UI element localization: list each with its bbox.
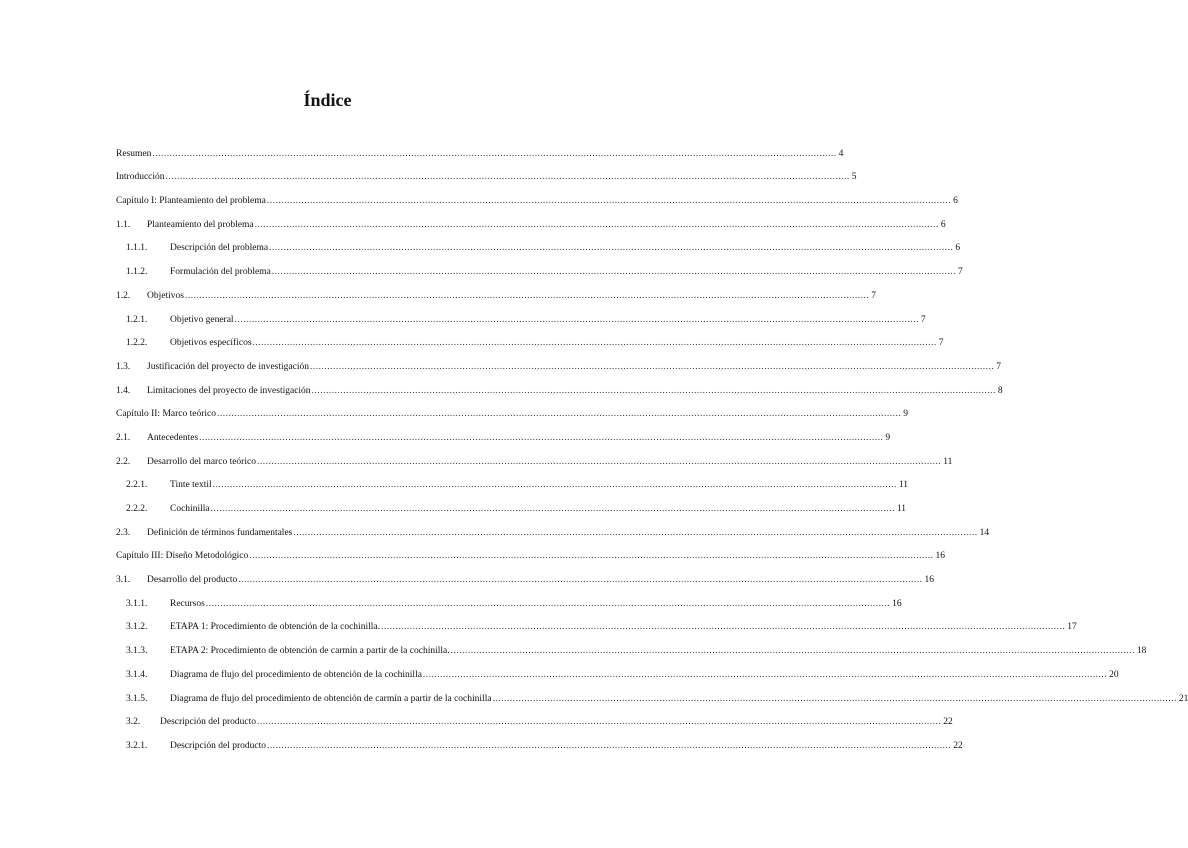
- toc-entry-title: Justificación del proyecto de investigación: [147, 361, 309, 372]
- toc-entry[interactable]: [116, 515, 990, 539]
- toc-entry[interactable]: [116, 657, 1119, 681]
- toc-entry[interactable]: [116, 349, 1001, 373]
- toc-dot-leader: ..............................................................................................................................................................................................................................................: [492, 693, 1177, 704]
- toc-entry-number: 2.1.: [116, 432, 131, 443]
- toc-entry-number: 1.1.2.: [126, 267, 148, 278]
- toc-entry-title: Limitaciones del proyecto de investigación: [147, 385, 311, 396]
- toc-entry-title: Cochinilla: [170, 504, 210, 514]
- toc-entry[interactable]: [116, 444, 953, 468]
- toc-entry-number: 2.2.2.: [126, 504, 148, 514]
- toc-entry-number: 2.2.: [116, 456, 131, 467]
- toc-entry-number: 3.2.: [126, 717, 141, 728]
- toc-entry-page: 6: [940, 219, 946, 230]
- toc-entry-title: ETAPA 1: Procedimiento de obtención de la cochinilla.: [170, 622, 380, 633]
- toc-entry-number: 1.4.: [116, 385, 131, 396]
- toc-entry-title: Descripción del problema: [170, 243, 269, 254]
- toc-entry-title: Objetivos específicos: [170, 338, 252, 349]
- toc-entry-page: 4: [838, 148, 844, 159]
- toc-entry-page: 11: [943, 456, 953, 467]
- toc-dot-leader: ..............................................................................................................................................................................................................................................: [249, 551, 934, 562]
- toc-dot-leader: ..............................................................................................................................................................................................................................................: [256, 456, 942, 467]
- toc-entry[interactable]: [116, 610, 1077, 634]
- toc-entry[interactable]: [116, 539, 945, 563]
- toc-entry[interactable]: [116, 160, 857, 184]
- table-of-contents: [116, 136, 1188, 752]
- toc-entry-number: 3.1.: [116, 575, 131, 586]
- toc-entry[interactable]: [116, 254, 963, 278]
- toc-entry-number: 1.1.: [116, 219, 131, 230]
- toc-entry-number: 1.2.1.: [126, 314, 148, 325]
- toc-dot-leader: ..............................................................................................................................................................................................................................................: [184, 290, 870, 301]
- toc-dot-leader: ..............................................................................................................................................................................................................................................: [210, 504, 895, 514]
- toc-entry-page: 8: [997, 385, 1003, 396]
- toc-entry[interactable]: [116, 183, 958, 207]
- toc-entry-title: Recursos: [170, 598, 205, 609]
- toc-entry-number: 3.1.4.: [126, 669, 148, 680]
- toc-entry-number: 1.3.: [116, 361, 131, 372]
- toc-entry-title: Antecedentes: [147, 432, 199, 443]
- toc-entry-title: Objetivos: [147, 290, 184, 301]
- toc-dot-leader: ..............................................................................................................................................................................................................................................: [257, 717, 942, 728]
- toc-entry-title: Descripción del producto: [160, 717, 257, 728]
- toc-entry-title: Diagrama de flujo del procedimiento de obtención de la cochinilla: [170, 669, 422, 680]
- toc-entry-page: 20: [1109, 669, 1119, 680]
- toc-entry-number: 3.2.1.: [126, 740, 148, 751]
- toc-entry[interactable]: [116, 373, 1003, 397]
- toc-entry[interactable]: [116, 231, 961, 255]
- toc-dot-leader: ..............................................................................................................................................................................................................................................: [212, 480, 897, 491]
- toc-entry[interactable]: [116, 326, 944, 350]
- toc-entry-page: 7: [871, 290, 876, 301]
- toc-dot-leader: ..............................................................................................................................................................................................................................................: [238, 575, 923, 586]
- toc-entry-page: 11: [898, 480, 909, 491]
- toc-entry-page: 16: [935, 551, 945, 562]
- toc-entry[interactable]: [116, 491, 906, 515]
- toc-entry-title: Capítulo III: Diseño Metodológico: [116, 551, 249, 562]
- toc-entry-page: 18: [1136, 646, 1147, 657]
- toc-entry[interactable]: [116, 633, 1147, 657]
- toc-dot-leader: ..............................................................................................................................................................................................................................................: [311, 385, 996, 396]
- toc-dot-leader: ..............................................................................................................................................................................................................................................: [309, 361, 995, 372]
- toc-entry-number: 3.1.2.: [126, 622, 148, 633]
- toc-entry-number: 1.2.: [116, 290, 131, 301]
- toc-dot-leader: ..............................................................................................................................................................................................................................................: [380, 622, 1066, 633]
- toc-entry-page: 6: [953, 196, 958, 207]
- toc-entry-title: Desarrollo del producto: [147, 575, 238, 586]
- toc-entry-number: 3.1.5.: [126, 693, 148, 704]
- toc-dot-leader: ..............................................................................................................................................................................................................................................: [271, 267, 957, 278]
- toc-entry-page: 22: [953, 740, 963, 751]
- toc-entry-page: 7: [920, 314, 926, 325]
- toc-entry[interactable]: [116, 420, 891, 444]
- toc-entry-page: 16: [924, 575, 934, 586]
- toc-dot-leader: ..............................................................................................................................................................................................................................................: [152, 148, 837, 159]
- toc-dot-leader: ..............................................................................................................................................................................................................................................: [254, 219, 939, 230]
- toc-entry-title: Objetivo general: [170, 314, 234, 325]
- page-title: Índice: [303, 90, 352, 110]
- toc-entry-page: 7: [938, 338, 944, 349]
- toc-entry[interactable]: [116, 302, 926, 326]
- toc-entry-page: 21: [1178, 693, 1188, 704]
- toc-dot-leader: ..............................................................................................................................................................................................................................................: [422, 669, 1108, 680]
- toc-dot-leader: ..............................................................................................................................................................................................................................................: [267, 740, 952, 751]
- toc-entry[interactable]: [116, 562, 934, 586]
- toc-entry[interactable]: [116, 681, 1188, 705]
- toc-entry[interactable]: [116, 207, 946, 231]
- toc-entry-number: 1.1.1.: [126, 243, 148, 254]
- toc-entry-page: 17: [1067, 622, 1077, 633]
- toc-dot-leader: ..............................................................................................................................................................................................................................................: [293, 527, 978, 538]
- toc-entry-number: 2.2.1.: [126, 480, 148, 491]
- toc-entry[interactable]: [116, 728, 963, 752]
- toc-entry-page: 7: [958, 267, 963, 278]
- toc-entry-title: Desarrollo del marco teórico: [147, 456, 256, 467]
- toc-dot-leader: ..............................................................................................................................................................................................................................................: [450, 646, 1135, 657]
- toc-entry-title: Diagrama de flujo del procedimiento de obtención de carmín a partir de la cochinilla: [170, 693, 492, 704]
- toc-entry-page: 9: [903, 409, 908, 420]
- toc-entry[interactable]: [116, 705, 953, 729]
- toc-entry-page: 16: [892, 598, 902, 609]
- toc-entry-title: Capítulo I: Planteamiento del problema: [116, 196, 266, 207]
- toc-entry-number: 3.1.1.: [126, 598, 148, 609]
- toc-entry[interactable]: [116, 278, 876, 302]
- toc-entry-page: 22: [943, 717, 953, 728]
- toc-entry-number: 2.3.: [116, 527, 131, 538]
- toc-dot-leader: ..............................................................................................................................................................................................................................................: [269, 243, 954, 254]
- toc-dot-leader: ..............................................................................................................................................................................................................................................: [234, 314, 919, 325]
- toc-entry[interactable]: [116, 586, 902, 610]
- toc-entry-number: 3.1.3.: [126, 646, 148, 657]
- toc-entry-title: Introducción: [116, 172, 165, 183]
- toc-entry-title: ETAPA 2: Procedimiento de obtención de carmín a partir de la cochinilla.: [170, 646, 450, 657]
- toc-entry-title: Tinte textil: [170, 480, 212, 491]
- toc-dot-leader: ..............................................................................................................................................................................................................................................: [216, 409, 902, 420]
- toc-entry[interactable]: [116, 397, 908, 421]
- toc-dot-leader: ..............................................................................................................................................................................................................................................: [205, 598, 891, 609]
- toc-entry-title: Descripción del producto: [170, 740, 267, 751]
- toc-entry[interactable]: [116, 136, 844, 160]
- toc-entry-page: 14: [979, 527, 990, 538]
- toc-entry-page: 11: [896, 504, 906, 514]
- toc-entry-title: Formulación del problema: [170, 267, 271, 278]
- toc-entry-title: Planteamiento del problema: [147, 219, 254, 230]
- toc-dot-leader: ..............................................................................................................................................................................................................................................: [266, 196, 952, 207]
- toc-entry-page: 5: [851, 172, 857, 183]
- toc-entry-number: 1.2.2.: [126, 338, 148, 349]
- toc-dot-leader: ..............................................................................................................................................................................................................................................: [252, 338, 937, 349]
- toc-dot-leader: ..............................................................................................................................................................................................................................................: [165, 172, 850, 183]
- toc-entry-page: 6: [955, 243, 961, 254]
- toc-entry-title: Capítulo II: Marco teórico: [116, 409, 216, 420]
- toc-dot-leader: ..............................................................................................................................................................................................................................................: [199, 432, 884, 443]
- toc-entry-page: 7: [996, 361, 1001, 372]
- toc-entry[interactable]: [116, 468, 909, 492]
- toc-entry-title: Definición de términos fundamentales: [147, 527, 293, 538]
- toc-entry-title: Resumen: [116, 148, 152, 159]
- toc-entry-page: 9: [885, 432, 891, 443]
